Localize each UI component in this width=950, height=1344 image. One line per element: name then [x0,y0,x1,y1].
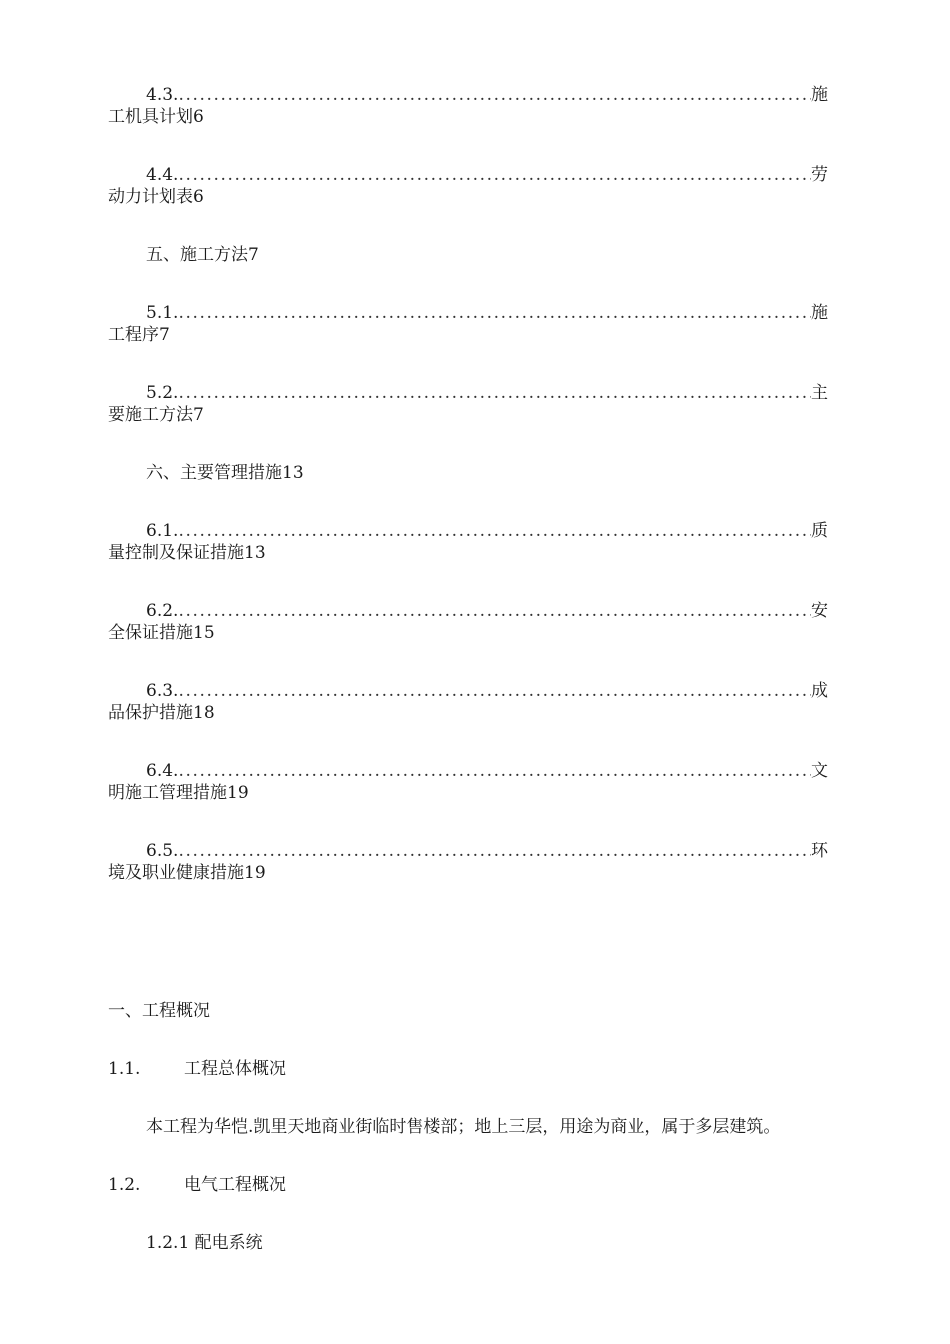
toc-section-title: 五、施工方法 [146,245,248,265]
toc-entry-6-2[interactable] [146,600,828,622]
toc-section-5[interactable] [146,244,259,266]
toc-page-number: 6 [193,107,204,127]
toc-title-start: 文 [811,761,828,781]
toc-page-number: 13 [282,463,304,483]
toc-entry-4-3[interactable] [146,84,828,106]
toc-page-number: 7 [193,405,204,425]
toc-title-rest: 工程序 [108,325,159,345]
toc-leader-dots [178,760,811,782]
toc-page-number: 7 [248,245,259,265]
toc-entry-5-2-continuation [108,404,204,426]
toc-entry-6-1[interactable] [146,520,828,542]
toc-leader-dots [178,84,811,106]
toc-title-rest: 要施工方法 [108,405,193,425]
toc-page-number: 19 [227,783,249,803]
toc-title-rest: 境及职业健康措施 [108,863,244,883]
toc-entry-6-5[interactable] [146,840,828,862]
toc-number: 6.1. [146,521,179,541]
toc-leader-dots [178,600,811,622]
chapter-title: 一、工程概况 [108,1001,210,1021]
toc-title-start: 环 [811,841,828,861]
toc-entry-5-1[interactable] [146,302,828,324]
toc-page-number: 18 [193,703,215,723]
toc-entry-4-4-continuation [108,186,204,208]
toc-title-rest: 工机具计划 [108,107,193,127]
paragraph-project-overview: 本工程为华恺.凯里天地商业街临时售楼部；地上三层，用途为商业，属于多层建筑。 [146,1117,781,1137]
toc-title-start: 施 [811,85,828,105]
toc-title-rest: 全保证措施 [108,623,193,643]
toc-number: 5.1. [146,303,179,323]
toc-entry-6-4[interactable] [146,760,828,782]
toc-number: 6.5. [146,841,179,861]
toc-leader-dots [178,680,811,702]
toc-title-rest: 明施工管理措施 [108,783,227,803]
toc-section-title: 六、主要管理措施 [146,463,282,483]
toc-number: 4.4. [146,165,179,185]
toc-leader-dots [178,520,811,542]
section-number: 1.1. [108,1059,141,1079]
toc-entry-6-5-continuation [108,862,266,884]
toc-title-start: 劳 [811,165,828,185]
toc-title-rest: 量控制及保证措施 [108,543,244,563]
section-number: 1.2. [108,1175,141,1195]
toc-leader-dots [178,302,811,324]
toc-entry-6-1-continuation [108,542,266,564]
toc-title-start: 成 [811,681,828,701]
toc-entry-6-4-continuation [108,782,249,804]
toc-number: 6.4. [146,761,179,781]
toc-entry-5-1-continuation [108,324,170,346]
toc-page-number: 19 [244,863,266,883]
section-title: 电气工程概况 [184,1175,286,1195]
toc-entry-4-4[interactable] [146,164,828,186]
toc-page-number: 6 [193,187,204,207]
toc-section-6[interactable] [146,462,304,484]
subsection-heading-1-2-1: 1.2.1 配电系统 [146,1233,263,1253]
toc-title-start: 安 [811,601,828,621]
toc-title-start: 质 [811,521,828,541]
section-title: 工程总体概况 [184,1059,286,1079]
toc-page-number: 13 [244,543,266,563]
toc-entry-6-3[interactable] [146,680,828,702]
toc-entry-4-3-continuation [108,106,204,128]
toc-number: 6.3. [146,681,179,701]
toc-title-rest: 品保护措施 [108,703,193,723]
toc-number: 5.2. [146,383,179,403]
toc-title-start: 主 [811,383,828,403]
toc-page-number: 15 [193,623,215,643]
toc-title-rest: 动力计划表 [108,187,193,207]
toc-leader-dots [178,164,811,186]
toc-entry-5-2[interactable] [146,382,828,404]
toc-leader-dots [178,382,811,404]
toc-page-number: 7 [159,325,170,345]
toc-leader-dots [178,840,811,862]
toc-number: 6.2. [146,601,179,621]
toc-entry-6-3-continuation [108,702,215,724]
toc-entry-6-2-continuation [108,622,215,644]
toc-title-start: 施 [811,303,828,323]
toc-number: 4.3. [146,85,179,105]
